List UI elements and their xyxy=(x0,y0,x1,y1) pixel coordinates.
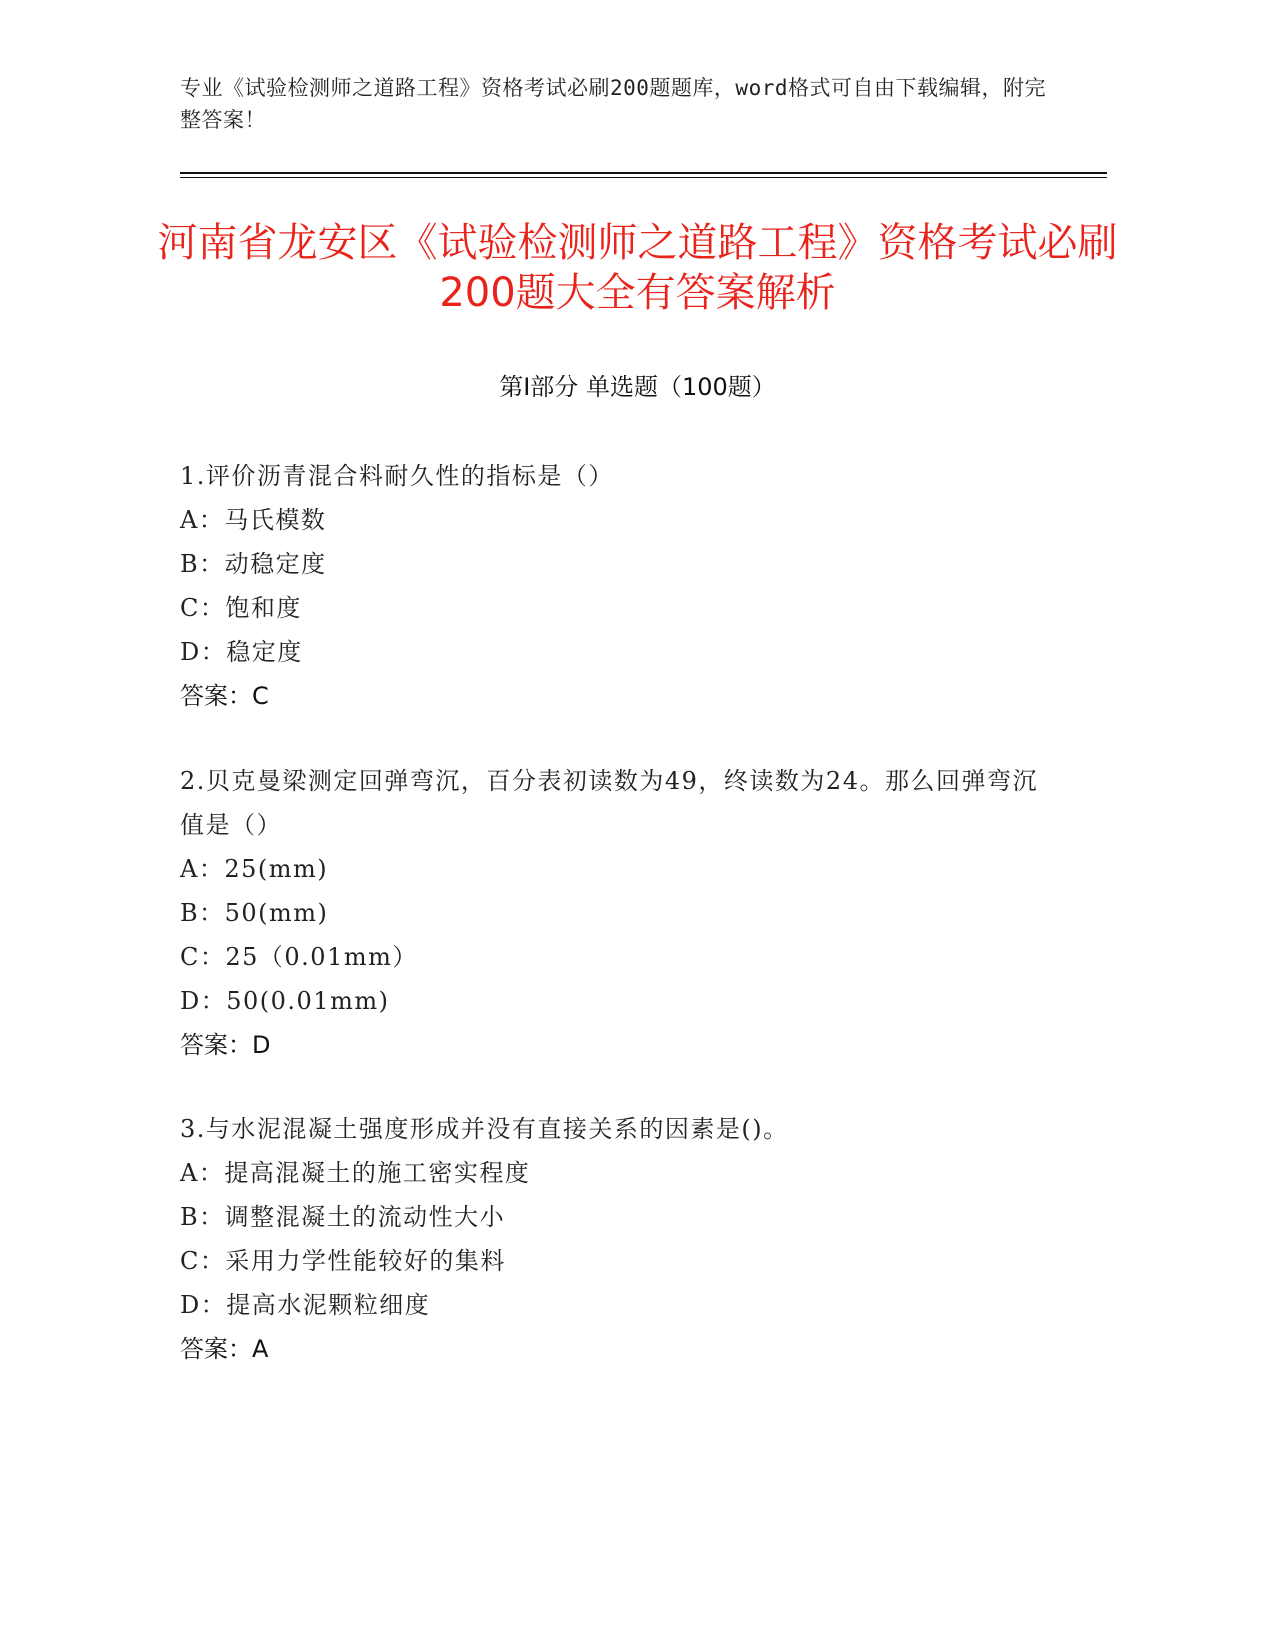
answer-line: 答案：C xyxy=(180,682,269,710)
option-a: A：马氏模数 xyxy=(180,506,327,534)
option-c: C：25（0.01mm） xyxy=(180,943,418,971)
header-divider-thick xyxy=(180,172,1107,174)
question-block xyxy=(180,1107,1040,1371)
document-title: 河南省龙安区《试验检测师之道路工程》资格考试必刷200题大全有答案解析 xyxy=(157,220,1118,316)
option-c: C：饱和度 xyxy=(180,594,302,622)
header-note: 专业《试验检测师之道路工程》资格考试必刷200题题库，word格式可自由下载编辑，附完整答案！ xyxy=(180,76,1046,132)
option-d: D：提高水泥颗粒细度 xyxy=(180,1291,431,1319)
question-stem: 3.与水泥混凝土强度形成并没有直接关系的因素是()。 xyxy=(180,1115,789,1143)
question-block xyxy=(180,759,1040,1067)
option-b: B：调整混凝土的流动性大小 xyxy=(180,1203,506,1231)
option-d: D：稳定度 xyxy=(180,638,303,666)
question-stem: 1.评价沥青混合料耐久性的指标是（） xyxy=(180,462,614,490)
answer-line: 答案：A xyxy=(180,1335,269,1363)
option-a: A：提高混凝土的施工密实程度 xyxy=(180,1159,531,1187)
option-a: A：25(mm) xyxy=(180,855,329,883)
option-d: D：50(0.01mm) xyxy=(180,987,390,1015)
option-b: B：50(mm) xyxy=(180,899,329,927)
option-c: C：采用力学性能较好的集料 xyxy=(180,1247,506,1275)
question-stem: 2.贝克曼梁测定回弹弯沉，百分表初读数为49，终读数为24。那么回弹弯沉值是（） xyxy=(180,767,1038,839)
answer-line: 答案：D xyxy=(180,1031,271,1059)
question-block xyxy=(180,454,1040,718)
section-heading: 第Ⅰ部分 单选题（100题） xyxy=(499,373,776,401)
option-b: B：动稳定度 xyxy=(180,550,327,578)
header-divider-thin xyxy=(180,177,1107,178)
